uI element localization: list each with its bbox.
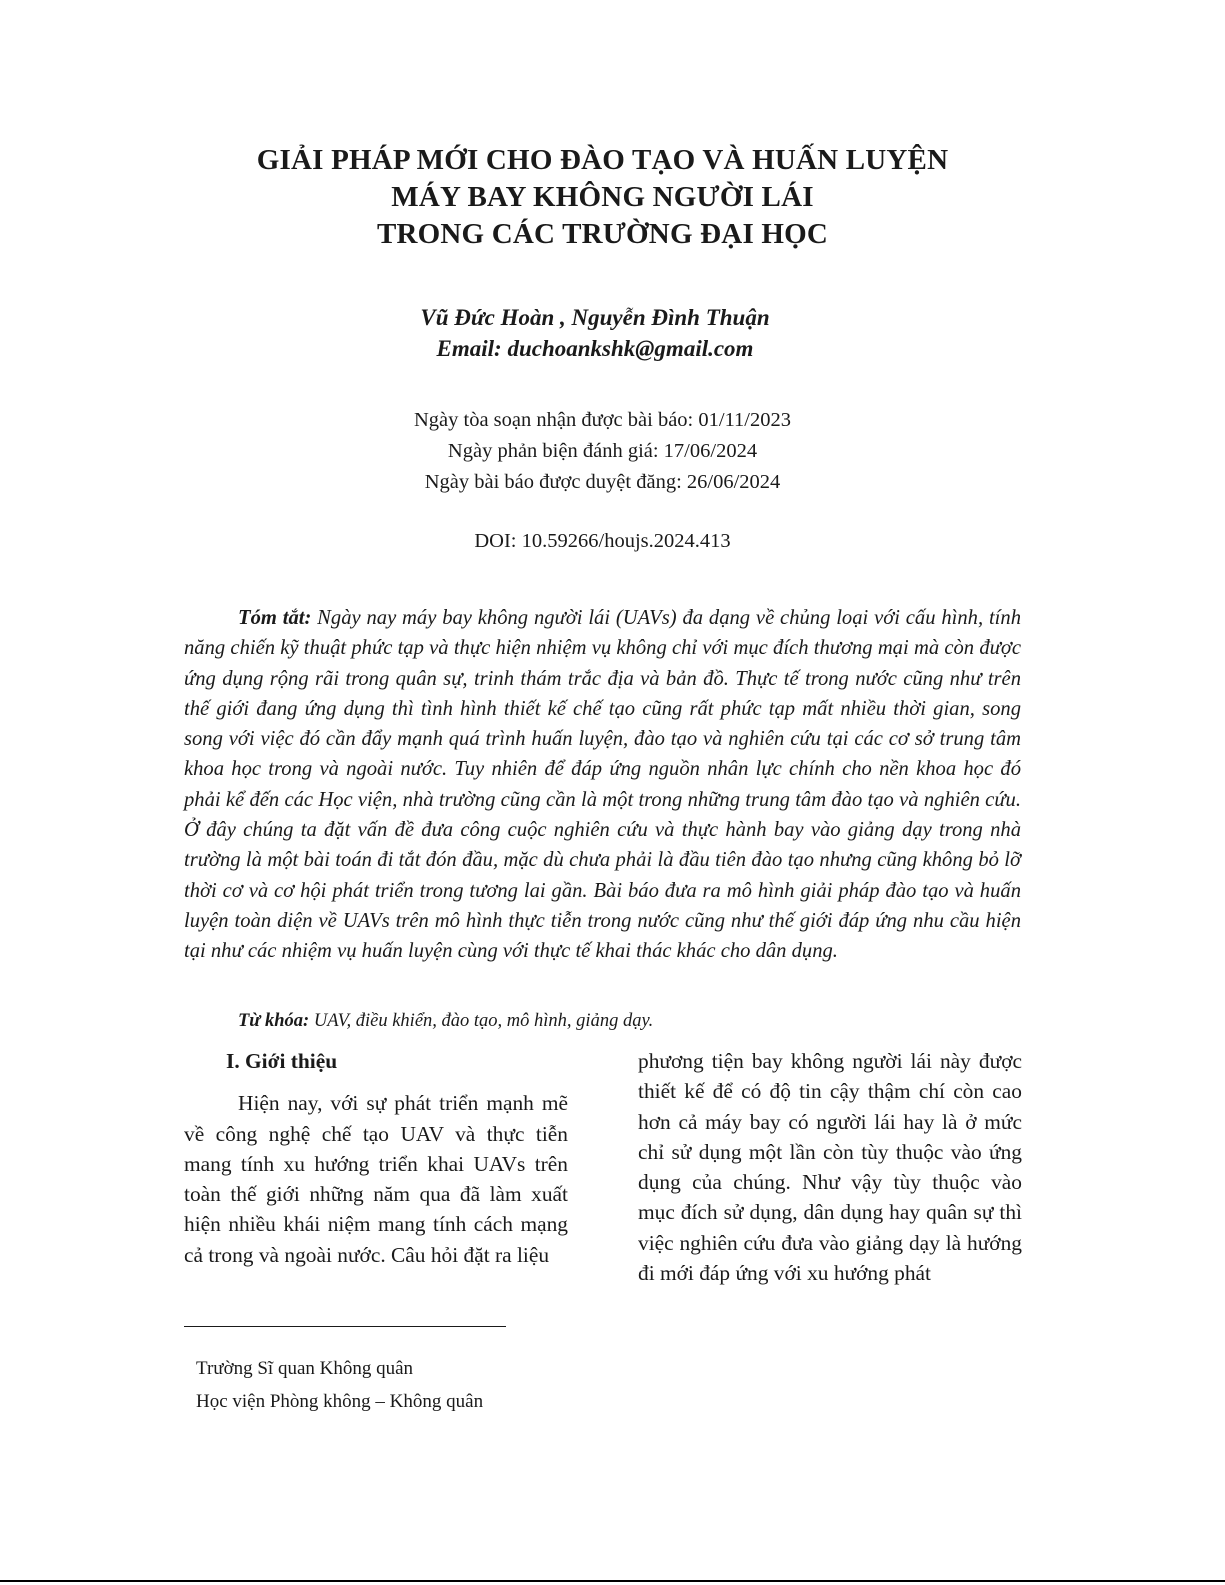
- title-line-3: TRONG CÁC TRƯỜNG ĐẠI HỌC: [376, 218, 829, 250]
- body-column-left: [184, 1046, 568, 1270]
- author-email: Email: duchoankshk@gmail.com: [436, 336, 754, 361]
- footnote-affiliation-2: Học viện Phòng không – Không quân: [196, 1391, 484, 1412]
- abstract-text: Ngày nay máy bay không người lái (UAVs) đa dạng về chủng loại với cấu hình, tính năng chiến kỹ thuật phức tạp và thực hiện nhiệm vụ không chỉ với mục đích thương mại mà còn được ứng dụng rộng rãi trong quân sự, trinh thám trắc địa và bản đồ. Thực tế trong nước cũng như trên thế giới đang ứng dụng thì tình hình thiết kế chế tạo cũng rất phức tạp mất nhiều thời gian, song song với việc đó cần đẩy mạnh quá trình huấn luyện, đào tạo và nghiên cứu tại các cơ sở trung tâm khoa học trong và ngoài nước. Tuy nhiên để đáp ứng nguồn nhân lực chính cho nền khoa học đó phải kể đến các Học viện, nhà trường cũng cần là một trong những trung tâm đào tạo và nghiên cứu. Ở đây chúng ta đặt vấn đề đưa công cuộc nghiên cứu và thực hành bay vào giảng dạy trong nhà trường là một bài toán đi tắt đón đầu, mặc dù chưa phải là đầu tiên đào tạo nhưng cũng không bỏ lỡ thời cơ và cơ hội phát triển trong tương lai gần. Bài báo đưa ra mô hình giải pháp đào tạo và huấn luyện toàn diện về UAVs trên mô hình thực tiễn trong nước cũng như thế giới đáp ứng nhu cầu hiện tại như các nhiệm vụ huấn luyện cùng với thực tế khai thác khác cho dân dụng.: [184, 607, 1021, 963]
- footnotes: [196, 1352, 696, 1418]
- keywords-text: UAV, điều khiển, đào tạo, mô hình, giảng dạy.: [309, 1011, 654, 1031]
- publication-dates: [0, 405, 1205, 498]
- date-reviewed: Ngày phản biện đánh giá: 17/06/2024: [447, 440, 758, 462]
- doi-identifier: DOI: 10.59266/houjs.2024.413: [474, 530, 731, 552]
- section-heading-introduction: I. Giới thiệu: [226, 1049, 338, 1073]
- abstract: [184, 603, 1021, 967]
- abstract-label: Tóm tắt:: [238, 607, 312, 629]
- footnote-divider: [184, 1326, 506, 1327]
- title-line-1: GIẢI PHÁP MỚI CHO ĐÀO TẠO VÀ HUẤN LUYỆN: [256, 144, 949, 176]
- body-paragraph-left: Hiện nay, với sự phát triển mạnh mẽ về công nghệ chế tạo UAV và thực tiễn mang tính xu hướng triển khai UAVs trên toàn thế giới những năm qua đã làm xuất hiện nhiều khái niệm mang tính cách mạng cả trong và ngoài nước. Câu hỏi đặt ra liệu: [184, 1091, 568, 1267]
- keywords-label: Từ khóa:: [238, 1011, 310, 1031]
- keywords: [238, 1008, 1018, 1034]
- date-accepted: Ngày bài báo được duyệt đăng: 26/06/2024: [424, 471, 781, 493]
- page-bottom-border: [0, 1580, 1225, 1582]
- date-received: Ngày tòa soạn nhận được bài báo: 01/11/2023: [413, 409, 792, 431]
- author-names: Vũ Đức Hoàn , Nguyễn Đình Thuận: [420, 305, 770, 330]
- title-line-2: MÁY BAY KHÔNG NGƯỜI LÁI: [391, 181, 814, 213]
- footnote-affiliation-1: Trường Sĩ quan Không quân: [196, 1358, 414, 1379]
- body-column-right: [638, 1046, 1022, 1288]
- body-paragraph-right: phương tiện bay không người lái này được thiết kế để có độ tin cậy thậm chí còn cao hơn cả máy bay có người lái hay là ở mức chỉ sử dụng một lần còn tùy thuộc vào ứng dụng của chúng. Như vậy tùy thuộc vào mục đích sử dụng, dân dụng hay quân sự thì việc nghiên cứu đưa vào giảng dạy là hướng đi mới đáp ứng với xu hướng phát: [638, 1049, 1022, 1286]
- paper-title: [0, 142, 1205, 253]
- author-block: [0, 302, 1190, 364]
